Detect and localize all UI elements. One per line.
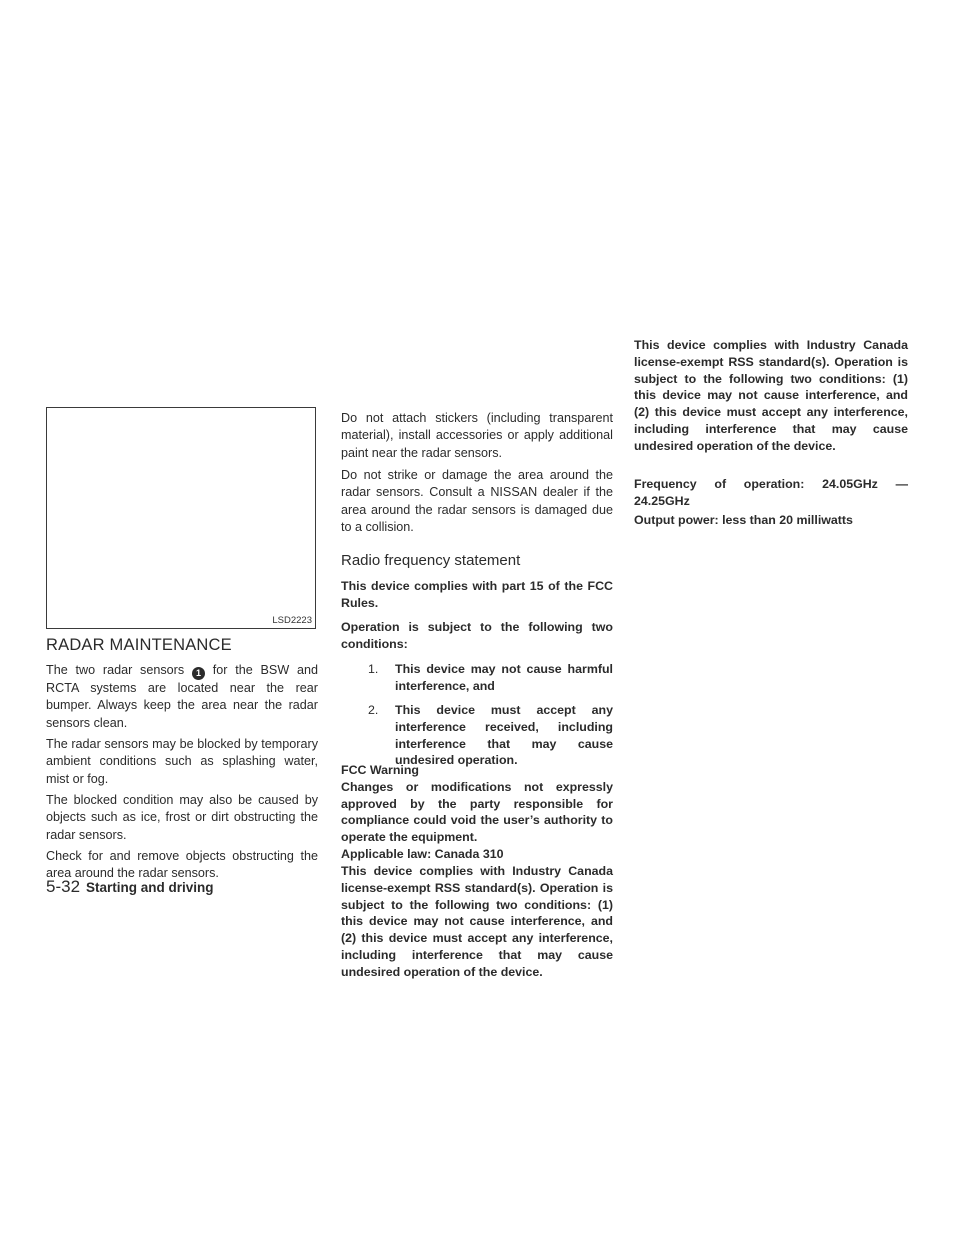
frequency-of-operation: Frequency of operation: 24.05GHz — 24.25GHz <box>634 477 908 508</box>
radar-paragraph-4: Check for and remove objects obstructing the area around the radar sensors. <box>46 849 318 881</box>
radar-paragraph-5: Do not attach stickers (including transparent material), install accessories or apply additional paint near the radar sensors. <box>341 411 613 460</box>
fcc-warning-text: Changes or modifications not expressly approved by the party responsible for compliance could void the user’s authority to operate the equipment. <box>341 779 613 845</box>
radar-p1-end: for the BSW and RCTA systems are located near the rear bumper. Always keep the area near the radar sensors clean. <box>46 663 319 730</box>
canada-law-text-col2 <box>341 863 613 979</box>
page-number: 5-32 <box>46 877 81 896</box>
radar-paragraph-3: The blocked condition may also be caused by objects such as ice, frost or dirt obstructing the radar sensors. <box>46 793 318 842</box>
callout-1-icon: 1 <box>192 667 205 680</box>
canada-law-text: This device complies with Industry Canada license-exempt RSS standard(s). Operation is subject to the following two conditions: (1) this device may not cause interference, and (2) this device must accept any interference, including interference that may cause undesired operation of the device. <box>341 864 613 979</box>
section-title: Starting and driving <box>86 880 214 895</box>
radar-maintenance-heading: RADAR MAINTENANCE <box>46 636 232 654</box>
canada-law-text-continued: This device complies with Industry Canada license-exempt RSS standard(s). Operation is subject to the following two conditions: (1) this device may not cause interference, and (2) this device must accept any interference, including interference that may cause undesired operation of the device. <box>634 338 908 453</box>
condition-number: 1. <box>368 662 379 676</box>
radar-p1-start: The two radar sensors <box>46 663 185 677</box>
radio-paragraph-1: This device complies with part 15 of the FCC Rules. <box>341 579 613 610</box>
figure-code: LSD2223 <box>272 615 312 626</box>
canada-law-block <box>341 846 613 863</box>
radar-paragraph-6: Do not strike or damage the area around the radar sensors. Consult a NISSAN dealer if the area around the radar sensors is damaged due to a collision. <box>341 468 613 534</box>
condition-number: 2. <box>368 703 379 717</box>
radio-frequency-heading: Radio frequency statement <box>341 552 521 569</box>
canada-law-title: Applicable law: Canada 310 <box>341 847 504 861</box>
fcc-warning-title: FCC Warning <box>341 763 420 777</box>
radio-paragraph-2: Operation is subject to the following two conditions: <box>341 620 613 651</box>
page-footer <box>46 877 214 897</box>
radar-paragraph-2: The radar sensors may be blocked by temporary ambient conditions such as splashing water, mist or fog. <box>46 737 318 786</box>
condition-text: This device may not cause harmful interference, and <box>395 662 613 693</box>
sensor-figure <box>46 407 316 629</box>
canada-law-text-col3 <box>634 338 908 471</box>
radar-paragraph-1 <box>46 662 318 732</box>
condition-text: This device must accept any interference received, including interference that may cause undesired operation. <box>395 703 613 768</box>
output-power: Output power: less than 20 milliwatts <box>634 513 853 527</box>
fcc-warning-block <box>341 762 613 846</box>
